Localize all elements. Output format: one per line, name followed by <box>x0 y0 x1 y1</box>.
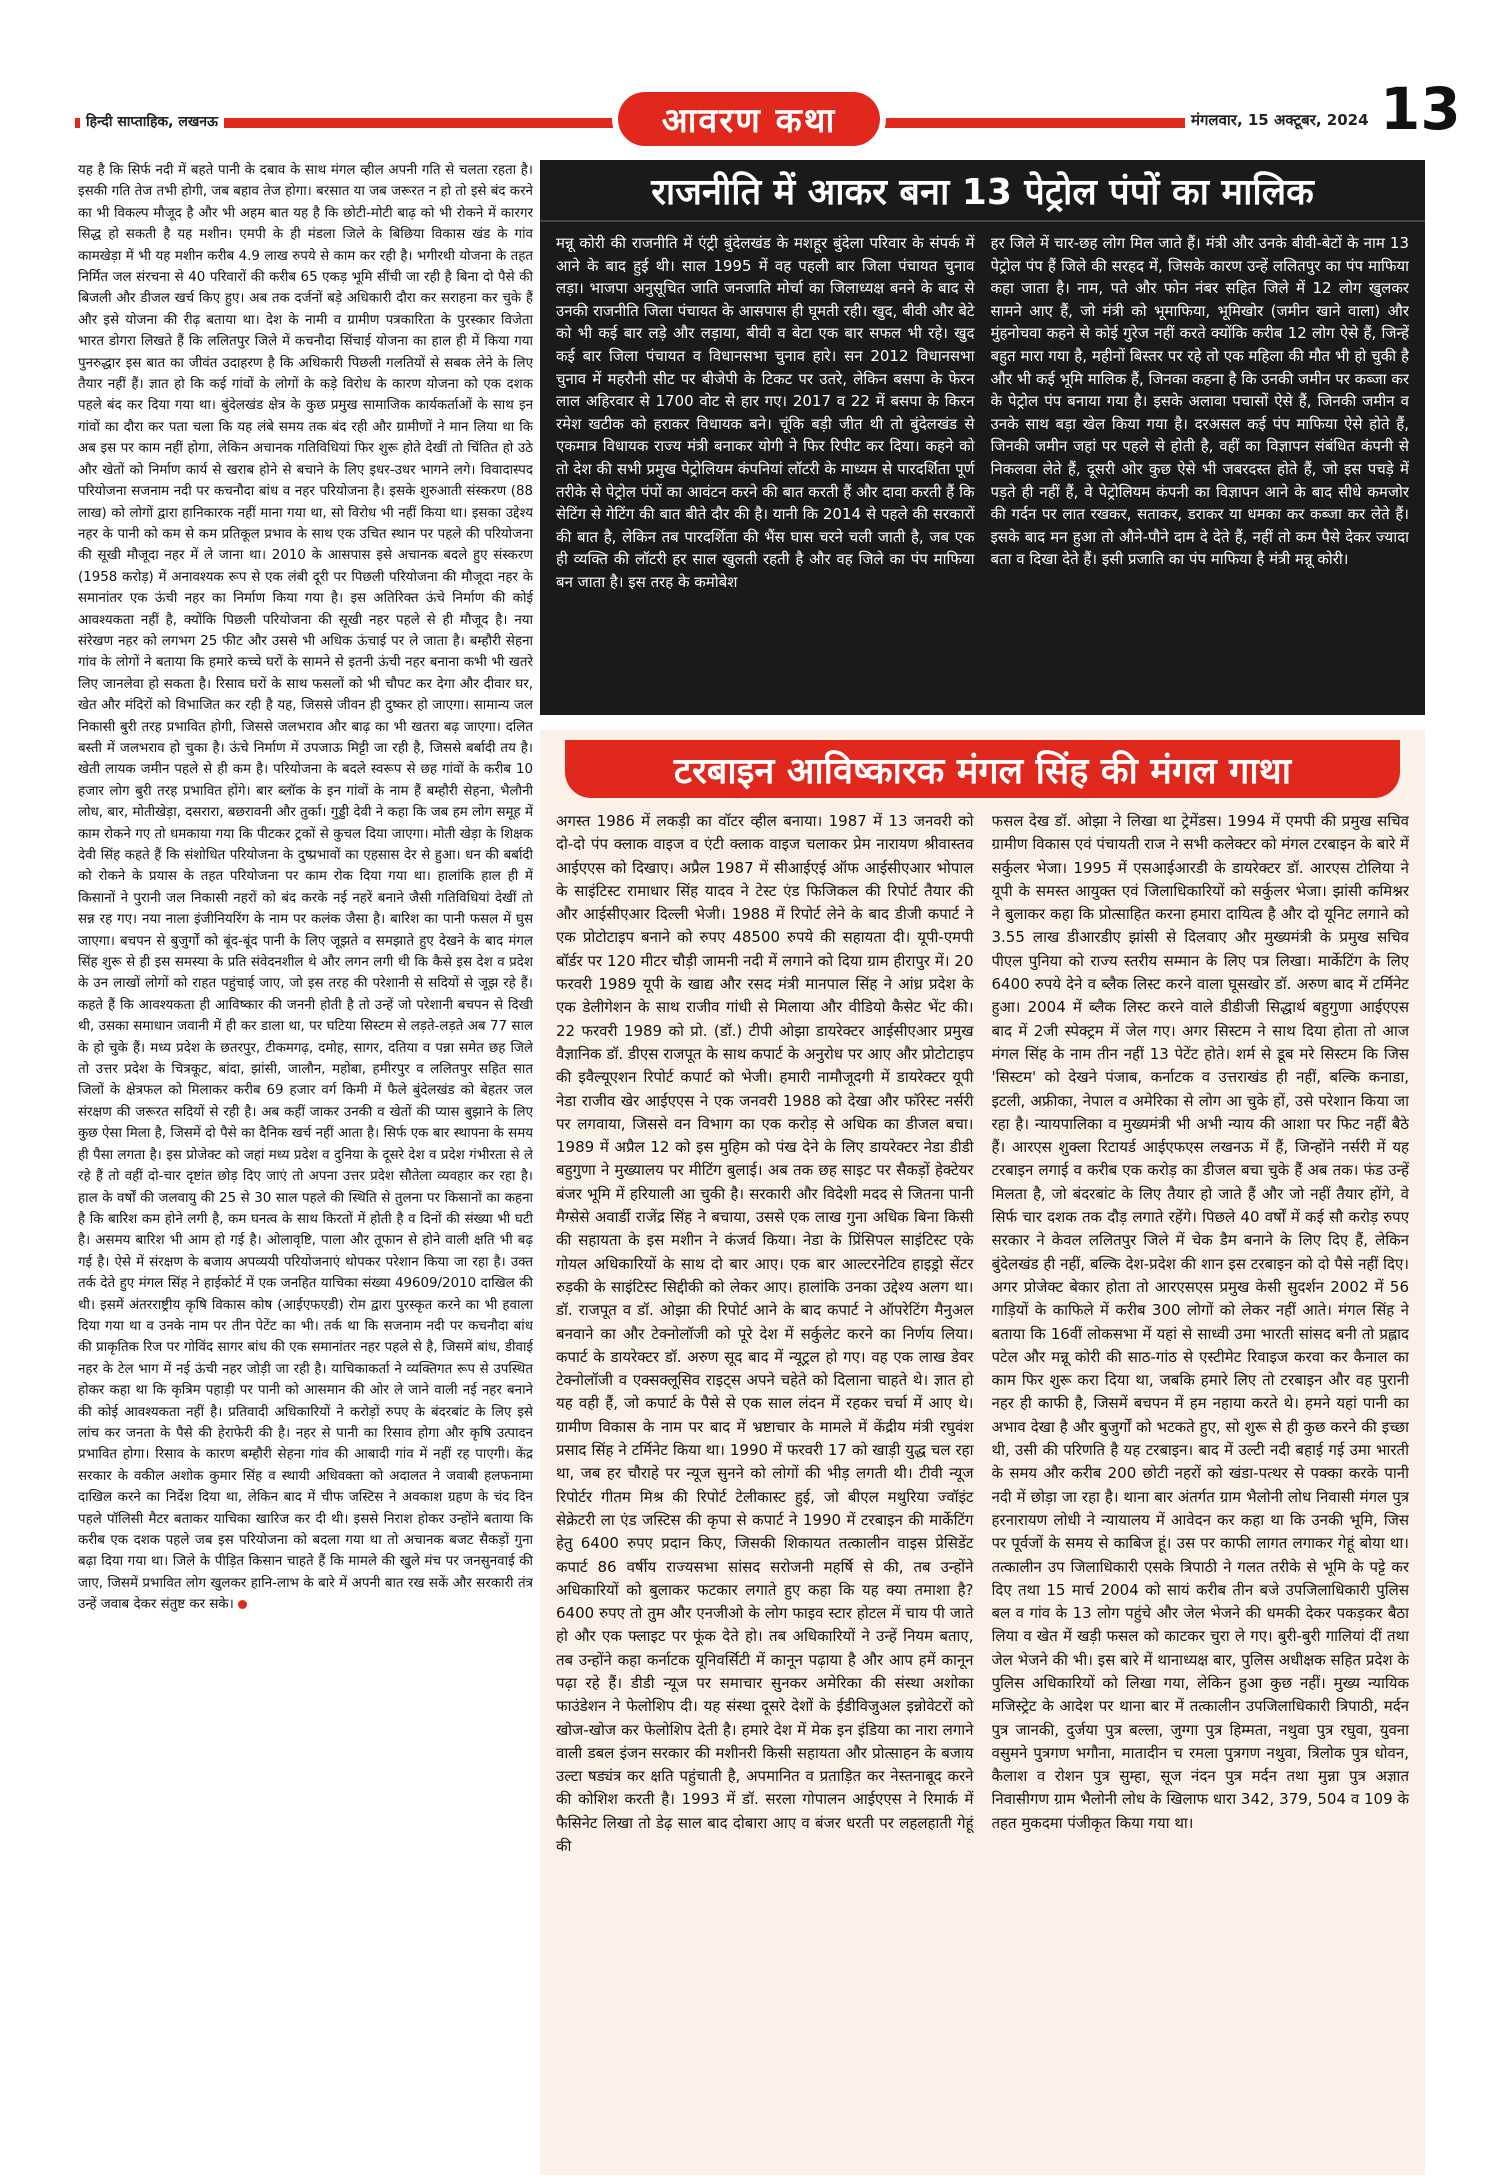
turbine-story-col2: फसल देख डॉ. ओझा ने लिखा था ट्रेमेंडस। 1994 में एमपी की प्रमुख सचिव ग्रामीण विकास एवं पंचायती राज ने सभी कलेक्टर को मंगल टरबाइन के बारे में सर्कुलर भेजा। 1995 में एसआईआरडी के डायरेक्टर डॉ. आरएस टोलिया ने यूपी के समस्त आयुक्त एवं जिलाधिकारियों को सर्कुलर भेजा। झांसी कमिश्नर ने बुलाकर कहा कि प्रोत्साहित करना हमारा दायित्व है और दो यूनिट लगाने को 3.55 लाख डीआरडीए झांसी से दिलवाए और मुख्यमंत्री के प्रमुख सचिव पीएल पुनिया को राज्य स्तरीय सम्मान के लिए पत्र लिखा। मार्केटिंग के लिए 6400 रुपये देने व ब्लैक लिस्ट करने वाला घूसखोर डॉ. अरुण बाद में टर्मिनेट हुआ। 2004 में ब्लैक लिस्ट करने वाले डीडीजी सिद्धार्थ बहुगुणा आईएएस बाद में 2जी स्पेक्ट्रम में जेल गए। अगर सिस्टम ने साथ दिया होता तो आज मंगल सिंह के नाम तीन नहीं 13 पेटेंट होते। शर्म से डूब मरे सिस्टम कि जिस 'सिस्टम' को देखने पंजाब, कर्नाटक व उत्तराखंड ही नहीं, बल्कि कनाडा, इटली, अफ्रीका, नेपाल व अमेरिका से लोग आ चुके हों, उसे परेशान किया जा रहा है। न्यायपालिका व मुख्यमंत्री भी अभी न्याय की आशा पर फिट नहीं बैठे हैं। आरएस शुक्ला रिटायर्ड आईएफएस लखनऊ में हैं, जिन्होंने नर्सरी में यह टरबाइन लगाई व करीब एक करोड़ का डीजल बचा चुके हैं अब तक। फंड उन्हें मिलता है, जो बंदरबांट के लिए तैयार हो जाते हैं और जो नहीं तैयार होंगे, वे सिर्फ चार दशक तक दौड़ लगाते रहेंगे। पिछले 40 वर्षों में कई सौ करोड़ रुपए सरकार ने केवल ललितपुर जिले में चेक डैम बनाने के लिए दिए हैं, लेकिन बुंदेलखंड ही नहीं, बल्कि देश-प्रदेश की शान इस टरबाइन को दो पैसे नहीं दिए। अगर प्रोजेक्ट बेकार होता तो आरएसएस प्रमुख केसी सुदर्शन 2002 में 56 गाड़ियों के काफिले में करीब 300 लोगों को लेकर नहीं आते। मंगल सिंह ने बताया कि 16वीं लोकसभा में यहां से साध्वी उमा भारती सांसद बनी तो प्रह्लाद पटेल और मन्नू कोरी की साठ-गांठ से एस्टीमेट रिवाइज करवा कर कैनाल का काम फिर शुरू करा दिया था, जबकि हमारे लिए तो टरबाइन और वह पुरानी नहर ही काफी है, जिसमें बचपन में हम नहाया करते थे। हमने यहां पानी का अभाव देखा है और बुजुर्गों को भटकते हुए, सो शुरू से ही कुछ करने की इच्छा थी, उसी की परिणति है यह टरबाइन। बाद में उल्टी नदी बहाई गई उमा भारती के समय और करीब 200 छोटी नहरों को खंडा-पत्थर से पक्का करके पानी नदी में छोड़ा जा रहा है। थाना बार अंतर्गत ग्राम भैलोनी लोध निवासी मंगल पुत्र हरनारायण लोधी ने न्यायालय में आवेदन कर कहा था कि उनकी भूमि, जिस पर पूर्वजों के समय से काबिज हूं। उस पर काफी लागत लगाकर गेहूं बोया था। तत्कालीन उप जिलाधिकारी एसके त्रिपाठी ने गलत तरीके से भूमि के पट्टे कर दिए तथा 15 मार्च 2004 को सायं करीब तीन बजे उपजिलाधिकारी पुलिस बल व गांव के 13 लोग पहुंचे और जेल भेजने की धमकी देकर पकड़कर बैठा लिया व खेत में खड़ी फसल को काटकर चुरा ले गए। बुरी-बुरी गालियां दीं तथा जेल भेजने की भी। इस बारे में थानाध्यक्ष बार, पुलिस अधीक्षक सहित प्रदेश के पुलिस अधिकारियों को लिखा गया, लेकिन हुआ कुछ नहीं। मुख्य न्यायिक मजिस्ट्रेट के आदेश पर थाना बार में तत्कालीन उपजिलाधिकारी त्रिपाठी, मर्दन पुत्र जानकी, दुर्जया पुत्र बल्ला, जुग्गा पुत्र हिम्मता, नथुवा पुत्र रघुवा, युवना वसुमने पुत्रगण भगौना, मातादीन च रमला पुत्रगण नथुवा, त्रिलोक पुत्र धोवन, कैलाश व रोशन पुत्र सुम्हा, सूज नंदन पुत्र मर्दन तथा मुन्ना पुत्र अज्ञात निवासीगण ग्राम भैलोनी लोध के खिलाफ धारा 342, 379, 504 व 109 के तहत मुकदमा पंजीकृत किया गया था। <box>991 812 1409 1832</box>
page-number: 13 <box>1380 75 1461 143</box>
publication-name: हिन्दी साप्ताहिक, लखनऊ <box>80 112 224 131</box>
left-article-column <box>78 160 533 2095</box>
left-article-text: यह है कि सिर्फ नदी में बहते पानी के दबाव के साथ मंगल व्हील अपनी गति से चलता रहता है। इसकी गति तेज तभी होगी, जब बहाव तेज होगा। बरसात या जब जरूरत न हो तो इसे बंद करने का भी विकल्प मौजूद है और भी अहम बात यह है कि छोटी-मोटी बाढ़ को भी रोकने में कारगर सिद्ध हो सकती है यह मशीन। एमपी के ही मंडला जिले के बिछिया विकास खंड के गांव कामखेड़ा में भी यह मशीन करीब 4.9 लाख रुपये से काम कर रही है। भगीरथी योजना के तहत निर्मित जल संरचना से 40 परिवारों की करीब 65 एकड़ भूमि सींची जा रही है बिना दो पैसे की बिजली और डीजल खर्च किए हुए। अब तक दर्जनों बड़े अधिकारी दौरा कर सराहना कर चुके हैं और इसे योजना की रीढ़ बताया था। देश के नामी व ग्रामीण पत्रकारिता के पुरस्कार विजेता भारत डोगरा लिखते हैं कि ललितपुर जिले में कचनौदा सिंचाई योजना का हाल ही में किया गया पुनरुद्धार इस बात का जीवंत उदाहरण है कि अधिकारी पिछली गलतियों से सबक लेने के लिए तैयार नहीं हैं। ज्ञात हो कि कई गांवों के लोगों के कड़े विरोध के कारण योजना को एक दशक पहले बंद कर दिया गया था। बुंदेलखंड क्षेत्र के कुछ प्रमुख सामाजिक कार्यकर्ताओं के साथ इन गांवों का दौरा कर पता चला कि यह लंबे समय तक बंद रही और ग्रामीणों ने मान लिया था कि अब इस पर काम नहीं होगा, लेकिन अचानक गतिविधियां फिर शुरू होते देखीं तो चिंतित हो उठे और खेतों को निर्माण कार्य से खराब होने से बचाने के लिए इधर-उधर भागने लगे। विवादास्पद परियोजना सजनाम नदी पर कचनौदा बांध व नहर परियोजना है। इसके शुरुआती संस्करण (88 लाख) को लोगों द्वारा हानिकारक नहीं माना गया था, सो विरोध भी नहीं किया था। इसका उद्देश्य नहर के पानी को कम से कम प्रतिकूल प्रभाव के साथ एक उचित स्थान पर पहले की परियोजना की सूखी मौजूदा नहर में ले जाना था। 2010 के आसपास इसे अचानक बदले हुए संस्करण (1958 करोड़) में अनावश्यक रूप से एक लंबी दूरी पर पिछली परियोजना की मौजूदा नहर के समानांतर एक ऊंची नहर का निर्माण किया गया है। इस अतिरिक्त ऊंचे निर्माण की कोई आवश्यकता नहीं है, क्योंकि पिछली परियोजना की सूखी नहर पहले से ही मौजूद है। नया संरेखण नहर को लगभग 25 फीट और उससे भी अधिक ऊंचाई पर ले जाता है। बम्हौरी सेहना गांव के लोगों ने बताया कि हमारे कच्चे घरों के सामने से इतनी ऊंची नहर बनाना कभी भी खतरे लिए जानलेवा हो सकता है। रिसाव घरों के साथ फसलों को भी चौपट कर देगा और दीवार घर, खेत और मंदिरों को विभाजित कर रही है यह, जिससे जीवन ही दुष्कर हो जाएगा। सामान्य जल निकासी बुरी तरह प्रभावित होगी, जिससे जलभराव और बाढ़ का भी खतरा बढ़ जाएगा। दलित बस्ती में जलभराव हो चुका है। ऊंचे निर्माण में उपजाऊ मिट्टी जा रही है, जिससे बर्बादी तय है। खेती लायक जमीन पहले से ही कम है। परियोजना के बदले स्वरूप से छह गांवों के करीब 10 हजार लोग बुरी तरह प्रभावित होंगे। बार ब्लॉक के इन गांवों के नाम हैं बम्हौरी सेहना, भैलौनी लोध, बार, मोतीखेड़ा, दसरारा, बछरावनी और तुर्का। गुड्डी देवी ने कहा कि जब हम लोग समूह में काम रोकने गए तो धमकाया गया कि पीटकर ट्रकों से कुचल दिया जाएगा। मोती खेड़ा के शिक्षक देवी सिंह कहते हैं कि संशोधित परियोजना के दुष्प्रभावों का एहसास देर से हुआ। धन की बर्बादी को रोकने के प्रयास के तहत परियोजना पर काम रोक दिया गया था। हालांकि हाल ही में किसानों ने पुरानी जल निकासी नहरों को बंद करके नई नहरें बनाने जैसी गतिविधियां देखीं तो सन्न रह गए। नया नाला इंजीनियरिंग के नाम पर कलंक जैसा है। बारिश का पानी फसल में घुस जाएगा। बचपन से बुजुर्गों को बूंद-बूंद पानी के लिए जूझते व समझाते हुए देखने के बाद मंगल सिंह शुरू से ही इस समस्या के प्रति संवेदनशील थे और लगन लगी थी कि कैसे इस देश व प्रदेश के उन लाखों लोगों को राहत पहुंचाई जाए, जो इस तरह की परेशानी से सदियों से जूझ रहे हैं। कहते हैं कि आवश्यकता ही आविष्कार की जननी होती है तो उन्हें जो परेशानी बचपन से दिखी थी, उसका समाधान जवानी में ही कर डाला था, पर घटिया सिस्टम से लड़ते-लड़ते अब 77 साल के हो चुके हैं। मध्य प्रदेश के छतरपुर, टीकमगढ़, दमोह, सागर, दतिया व पन्ना समेत छह जिले तो उत्तर प्रदेश के चित्रकूट, बांदा, झांसी, जालौन, महोबा, हमीरपुर व ललितपुर सहित सात जिलों के क्षेत्रफल को मिलाकर करीब 69 हजार वर्ग किमी में फैले बुंदेलखंड को बेहतर जल संरक्षण की जरूरत सदियों से रही है। अब कहीं जाकर उनकी व खेतों की प्यास बुझाने के लिए कुछ ऐसा मिला है, जिसमें दो पैसे का दैनिक खर्च नहीं आता है। सिर्फ एक बार स्थापना के समय ही पैसा लगता है। इस प्रोजेक्ट को जहां मध्य प्रदेश व दुनिया के दूसरे देश व प्रदेश गंभीरता से ले रहे हैं तो वहीं दो-चार दृष्टांत छोड़ दिए जाएं तो अपना उत्तर प्रदेश सौतेला व्यवहार कर रहा है। हाल के वर्षों की जलवायु की 25 से 30 साल पहले की स्थिति से तुलना पर किसानों का कहना है कि बारिश कम होने लगी है, कम घनत्व के साथ किरतों में होती है व दिनों की संख्या भी घटी है। असमय बारिश भी आम हो गई है। ओलावृष्टि, पाला और तूफान से होने वाली क्षति भी बढ़ गई है। ऐसे में संरक्षण के बजाय अपव्ययी परियोजनाएं थोपकर परेशान किया जा रहा है। उक्त तर्क देते हुए मंगल सिंह ने हाईकोर्ट में एक जनहित याचिका संख्या 49609/2010 दाखिल की थी। इसमें अंतरराष्ट्रीय कृषि विकास कोष (आईएफएडी) रोम द्वारा पुरस्कृत करने का भी हवाला दिया गया था व उनके नाम पर तीन पेटेंट का भी। तर्क था कि सजनाम नदी पर कचनौदा बांध की प्राकृतिक रिज पर गोविंद सागर बांध की एक समानांतर नहर पहले से है, जिसमें बांध, डीवाई नहर के टेल भाग में नई ऊंची नहर जोड़ी जा रही है। याचिकाकर्ता ने व्यक्तिगत रूप से उपस्थित होकर कहा था कि कृत्रिम पहाड़ी पर पानी को आसमान की ओर ले जाने वाली नई नहर बनाने की कोई आवश्यकता नहीं है। प्रतिवादी अधिकारियों ने करोड़ों रुपए के बंदरबांट के लिए इसे लांच कर जनता के पैसे की हेराफेरी की है। नहर से पानी का रिसाव होगा और कृषि उत्पादन प्रभावित होगा। रिसाव के कारण बम्हौरी सेहना गांव की आबादी गांव में नहीं रह पाएगी। केंद्र सरकार के वकील अशोक कुमार सिंह व स्थायी अधिवक्ता को अदालत ने जवाबी हलफनामा दाखिल करने का निर्देश दिया था, लेकिन बाद में चीफ जस्टिस ने अवकाश ग्रहण के चंद दिन पहले पॉलिसी मैटर बताकर याचिका खारिज कर दी थी। इससे निराश होकर उन्होंने बताया कि करीब एक दशक पहले जब इस परियोजना को बदला गया था तो अचानक बजट सैकड़ों गुना बढ़ा दिया गया था। जिले के पीड़ित किसान चाहते हैं कि मामले की खुले मंच पर जनसुनवाई की जाए, जिसमें प्रभावित लोग खुलकर हानि-लाभ के बारे में अपनी बात रख सकें और सरकारी तंत्र उन्हें जवाब देकर संतुष्ट कर सके। <box>78 163 533 1613</box>
turbine-story-headline-bar <box>565 740 1400 798</box>
section-title: आवरण कथा <box>661 101 837 141</box>
page-header <box>0 0 1500 160</box>
issue-date: मंगलवार, 15 अक्टूबर, 2024 <box>1185 110 1375 130</box>
turbine-story-headline: टरबाइन आविष्कारक मंगल सिंह की मंगल गाथा <box>673 750 1292 792</box>
section-banner <box>618 92 880 146</box>
petrol-pump-story-headline: राजनीति में आकर बना 13 पेट्रोल पंपों का मालिक <box>540 160 1425 222</box>
petrol-pump-story-col2: हर जिले में चार-छह लोग मिल जाते हैं। मंत्री और उनके बीवी-बेटों के नाम 13 पेट्रोल पंप हैं जिले की सरहद में, जिसके कारण उन्हें ललितपुर का पंप माफिया कहा जाता है। नाम, पते और फोन नंबर सहित जिले में 12 लोग खुलकर सामने आए हैं, जो मंत्री को भूमाफिया, भूमिखोर (जमीन खाने वाला) और मुंहनोचवा कहने से कोई गुरेज नहीं करते क्योंकि करीब 12 लोग ऐसे हैं, जिन्हें बहुत मारा गया है, महीनों बिस्तर पर रहे तो एक महिला की मौत भी हो चुकी है और भी कई भूमि मालिक हैं, जिनका कहना है कि उनकी जमीन पर कब्जा कर के पेट्रोल पंप बनाया गया है। इसके अलावा पचासों ऐसे हैं, जिनकी जमीन व उनके साथ बड़ा खेल किया गया है। दरअसल कई पंप माफिया ऐसे होते हैं, जिनकी जमीन जहां पर पहले से होती है, वहीं का विज्ञापन संबंधित कंपनी से निकलवा लेते हैं, दूसरी ओर कुछ ऐसे भी जबरदस्त होते हैं, जो इस पचड़े में पड़ते ही नहीं हैं, वे पेट्रोलियम कंपनी का विज्ञापन आने के बाद सीधे कमजोर की गर्दन पर लात रखकर, सताकर, डराकर या धमका कर कब्जा कर लेते हैं। इसके बाद मन हुआ तो औने-पौने दाम दे देते हैं, नहीं तो कम पैसे देकर ज्यादा बता व दिखा देते हैं। इसी प्रजाति का पंप माफिया है मंत्री मन्नू कोरी। <box>990 234 1409 569</box>
turbine-story-col1: अगस्त 1986 में लकड़ी का वॉटर व्हील बनाया। 1987 में 13 जनवरी को दो-दो पंप क्लाक वाइज व एंटी क्लाक वाइज चलाकर प्रेम नारायण श्रीवास्तव आईएएस को दिखाए। अप्रैल 1987 में सीआईएई ऑफ आईसीएआर भोपाल के साइंटिस्ट रामाधार सिंह यादव ने टेस्ट एंड फिजिकल की रिपोर्ट तैयार की और आईसीएआर दिल्ली भेजी। 1988 में रिपोर्ट लेने के बाद डीजी कपार्ट ने एक प्रोटोटाइप बनाने को रुपए 48500 रुपये की सहायता दी। यूपी-एमपी बॉर्डर पर 120 मीटर चौड़ी जामनी नदी में लगाने को दिया ग्राम हीरापुर में। 20 फरवरी 1989 यूपी के खाद्य और रसद मंत्री मानपाल सिंह ने आंध्र प्रदेश के एक डेलीगेशन के साथ राजीव गांधी से मिलाया और वीडियो कैसेट भेंट की। 22 फरवरी 1989 को प्रो. (डॉ.) टीपी ओझा डायरेक्टर आईसीएआर प्रमुख वैज्ञानिक डॉ. डीएस राजपूत के साथ कपार्ट के अनुरोध पर आए और प्रोटोटाइप की इवैल्यूएशन रिपोर्ट कपार्ट को भेजी। हमारी नामौजूदगी में डायरेक्टर यूपी नेडा राजीव खेर आईएएस ने एक जनवरी 1988 को देखा और फॉरेस्ट नर्सरी पर लगवाया, जिससे वन विभाग का एक करोड़ से अधिक का डीजल बचा। 1989 में अप्रैल 12 को इस मुहिम को पंख देने के लिए डायरेक्टर नेडा डीडी बहुगुणा ने मुख्यालय पर मीटिंग बुलाई। अब तक छह साइट पर सैकड़ों हेक्टेयर बंजर भूमि में हरियाली आ चुकी है। सरकारी और विदेशी मदद से जितना पानी मैग्सेसे अवार्डी राजेंद्र सिंह ने बचाया, उससे एक लाख गुना अधिक बिना किसी की सहायता के इस मशीन ने कंजर्व किया। नेडा के प्रिंसिपल साइंटिस्ट एके गोयल अधिकारियों के साथ दो बार आए। एक बार आल्टरनेटिव हाइड्रो सेंटर रुड़की के साइंटिस्ट सिद्दीकी को लेकर आए। हालांकि उनका उद्देश्य अलग था। डॉ. राजपूत व डॉ. ओझा की रिपोर्ट आने के बाद कपार्ट ने ऑपरेटिंग मैनुअल बनवाने का और टेक्नोलॉजी को पूरे देश में सर्कुलेट करने का निर्णय लिया। कपार्ट के डायरेक्टर डॉ. अरुण सूद बाद में न्यूट्रल हो गए। वह एक लाख डेवर टेक्नोलॉजी व एक्सक्लूसिव राइट्स अपने चहेते को दिलाना चाहते थे। ज्ञात हो यह वही हैं, जो कपार्ट के पैसे से एक साल लंदन में रहकर चर्चा में आए थे। ग्रामीण विकास के नाम पर बाद में भ्रष्टाचार के मामले में केंद्रीय मंत्री रघुवंश प्रसाद सिंह ने टर्मिनेट किया था। 1990 में फरवरी 17 को खाड़ी युद्ध चल रहा था, जब हर चौराहे पर न्यूज सुनने को लोगों की भीड़ लगती थी। टीवी न्यूज रिपोर्टर गीतम मिश्र की रिपोर्ट टेलीकास्ट हुई, जो बीएल मथुरिया ज्वॉइंट सेक्रेटरी ला एंड जस्टिस की कृपा से कपार्ट ने 1990 में टरबाइन की मार्केटिंग हेतु 6400 रुपए प्रदान किए, जिसकी शिकायत तत्कालीन वाइस प्रेसिडेंट कपार्ट 86 वर्षीय राज्यसभा सांसद सरोजनी महर्षि से की, तब उन्होंने अधिकारियों को बुलाकर फटकार लगाते हुए कहा कि यह क्या तमाशा है? 6400 रुपए तो तुम और एनजीओ के लोग फाइव स्टार होटल में चाय पी जाते हो और एक फ्लाइट पर फूंक देते हो। तब अधिकारियों ने उन्हें नियम बताए, तब उन्होंने कहा कर्नाटक यूनिवर्सिटी में कानून पढ़ाया है और आप हमें कानून पढ़ा रहे हैं। डीडी न्यूज पर समाचार सुनकर अमेरिका की संस्था अशोका फाउंडेशन ने फेलोशिप दी। यह संस्था दूसरे देशों के ईडीविजुअल इन्नोवेटरों को खोज-खोज कर फेलोशिप देती है। हमारे देश में मेक इन इंडिया का नारा लगाने वाली डबल इंजन सरकार की मशीनरी किसी सहायता और प्रोत्साहन के बजाय उल्टा षड्यंत्र कर क्षति पहुंचाती है, अपमानित व प्रताड़ित कर नेस्तनाबूद करने की कोशिश करती है। 1993 में डॉ. सरला गोपालन आईएएस ने रिमार्क में फैसिनेट लिखा तो डेढ़ साल बाद दोबारा आए व बंजर धरती पर लहलहाती गेहूं की <box>556 812 974 1856</box>
turbine-story-box <box>540 730 1425 2175</box>
petrol-pump-story-box <box>540 160 1425 715</box>
petrol-pump-story-col1: मन्नू कोरी की राजनीति में एंट्री बुंदेलखंड के मशहूर बुंदेला परिवार के संपर्क में आने के बाद हुई थी। साल 1995 में वह पहली बार जिला पंचायत चुनाव लड़ा। भाजपा अनुसूचित जाति जनजाति मोर्चा का जिलाध्यक्ष बनने के बाद से उनकी राजनीति जिला पंचायत के आसपास ही घूमती रही। खुद, बीवी और बेटे को भी कई बार लड़े और लड़ाया, बीवी व बेटा एक बार सफल भी रहे। खुद कई बार जिला पंचायत व विधानसभा चुनाव हारे। सन 2012 विधानसभा चुनाव में महरौनी सीट पर बीजेपी के टिकट पर उतरे, लेकिन बसपा के फेरन लाल अहिरवार से 1700 वोट से हार गए। 2017 व 22 में बसपा के किरन रमेश खटीक को हराकर विधायक बने। चूंकि बड़ी जीत थी तो बुंदेलखंड से एकमात्र विधायक राज्य मंत्री बनाकर योगी ने फिर रिपीट कर दिया। कहने को तो देश की सभी प्रमुख पेट्रोलियम कंपनियां लॉटरी के माध्यम से पारदर्शिता पूर्ण तरीके से पेट्रोल पंपों का आवंटन करने की बात करती हैं और दावा करती हैं कि सेटिंग से गेटिंग की बात बीते दौर की है। यानी कि 2014 से पहले की सरकारों की बात है, लेकिन तब पारदर्शिता की भैंस घास चरने चली जाती है, जब एक ही व्यक्ति की लॉटरी हर साल खुलती रहती है और वह जिले का पंप माफिया बन जाता है। इस तरह के कमोबेश <box>556 234 975 591</box>
end-mark <box>238 1600 247 1609</box>
